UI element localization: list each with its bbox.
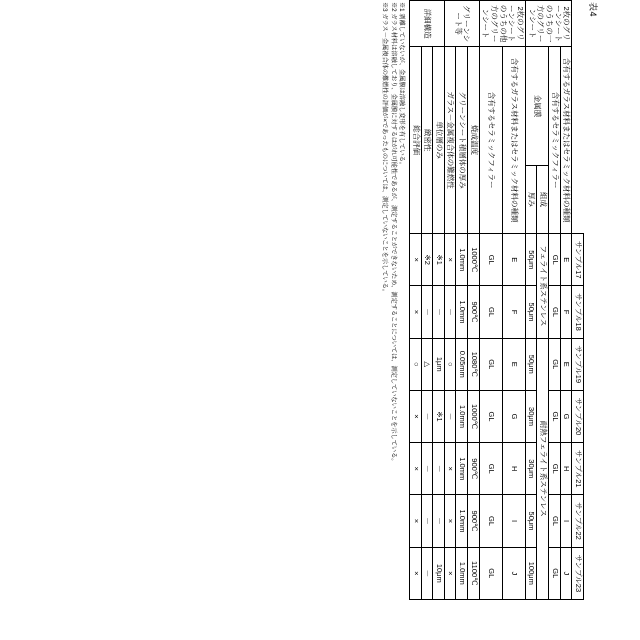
column-header: サンプル21 [572, 443, 584, 495]
footnote: ※3 ガラス－金属複合体の難燃性の評価が×であったものについては、測定していないことを示している。 [381, 2, 389, 296]
cell: GL [549, 495, 561, 547]
cell: × [410, 443, 422, 495]
cell: 1μm [433, 338, 445, 390]
row-label: 含有するセラミックフィラー [549, 47, 561, 234]
cell: － [433, 495, 445, 547]
row-label: 含有するセラミックフィラー [479, 47, 502, 234]
row-label: 含有するガラス材料またはセラミック材料の種類 [560, 47, 572, 234]
cell: 50μm [525, 338, 537, 390]
cell: 1000℃ [468, 390, 480, 442]
cell: 50μm [525, 495, 537, 547]
cell: 50μm [525, 286, 537, 338]
cell: × [410, 286, 422, 338]
cell: GL [549, 443, 561, 495]
cell: 1.0mm [456, 390, 468, 442]
header-spacer-2 [572, 47, 584, 166]
cell: － [444, 390, 456, 442]
row-group-label: 2枚のグリーンシートのうちの他方のグリーンシート [479, 1, 525, 47]
cell: F [560, 286, 572, 338]
cell: ○ [410, 338, 422, 390]
cell: － [421, 495, 433, 547]
row-sublabel: 組成 [537, 165, 549, 233]
row-label: 総合評価 [410, 47, 422, 234]
column-header: サンプル20 [572, 390, 584, 442]
cell: × [410, 547, 422, 599]
cell: × [444, 234, 456, 286]
cell: 1.0mm [456, 495, 468, 547]
cell-merged: 耐熱フェライト系ステンレス [537, 338, 549, 599]
column-header: サンプル19 [572, 338, 584, 390]
footnote: ※1 剥離していないが、金属膜は溶融し変形を有している。 [398, 2, 405, 169]
header-spacer-4 [572, 199, 584, 233]
cell: － [433, 286, 445, 338]
table-row [549, 1, 561, 600]
cell: 1100℃ [468, 547, 480, 599]
table-row [456, 1, 468, 600]
table-row [421, 1, 433, 600]
cell: 1.0mm [456, 547, 468, 599]
row-label: 緻密性 [421, 47, 433, 234]
row-label: 焼成温度 [468, 47, 480, 234]
cell: × [410, 390, 422, 442]
row-label: 含有するガラス材料またはセラミック材料の種類 [502, 47, 525, 234]
cell: E [502, 234, 525, 286]
footnotes [380, 2, 405, 600]
cell: E [560, 234, 572, 286]
table-row [560, 1, 572, 600]
table-caption: 表4 [588, 2, 598, 18]
cell: 1.0mm [456, 286, 468, 338]
cell: － [421, 286, 433, 338]
cell: 10μm [433, 547, 445, 599]
cell: I [502, 495, 525, 547]
header-spacer-1 [572, 1, 584, 47]
cell: 900℃ [468, 443, 480, 495]
cell: 100μm [525, 547, 537, 599]
cell: － [421, 547, 433, 599]
cell: ※1 [433, 234, 445, 286]
table-row [479, 1, 502, 600]
table-canvas [40, 0, 600, 600]
row-group-label: グリーンシート等 [444, 1, 479, 47]
column-header: サンプル23 [572, 547, 584, 599]
row-label: グリーンシート積層体の厚み [456, 47, 468, 234]
cell: ※2 [421, 234, 433, 286]
cell: 900℃ [468, 495, 480, 547]
footnote: ※2 ガラス材料は溶融しており、金属膜に対するはがれ可能性であるが、測定することができないため、測定することについては、測定していないことを示している。 [389, 2, 397, 465]
cell: E [502, 338, 525, 390]
table-row [444, 1, 456, 600]
cell-merged: フェライト系ステンレス [537, 234, 549, 339]
cell: GL [549, 390, 561, 442]
cell: G [502, 390, 525, 442]
cell: 0.05mm [456, 338, 468, 390]
cell: GL [549, 234, 561, 286]
cell: × [410, 234, 422, 286]
data-table [409, 0, 584, 600]
cell: J [502, 547, 525, 599]
row-label: 金属膜 [525, 47, 548, 166]
cell: J [560, 547, 572, 599]
cell: 30μm [525, 390, 537, 442]
cell: 1000℃ [468, 234, 480, 286]
cell: 50μm [525, 234, 537, 286]
cell: GL [479, 286, 502, 338]
column-header: サンプル18 [572, 286, 584, 338]
row-label: ガラス－金属複合体の難燃性 [444, 47, 456, 234]
column-header: サンプル22 [572, 495, 584, 547]
row-group-label: 2枚のグリーンシートのうちの一方のグリーンシート [525, 1, 572, 47]
table-row [433, 1, 445, 600]
cell: H [560, 443, 572, 495]
row-sublabel: 厚み [525, 165, 537, 233]
column-header: サンプル17 [572, 234, 584, 286]
table-row [410, 1, 422, 600]
cell: I [560, 495, 572, 547]
cell: － [421, 390, 433, 442]
row-group-label: 詳細構造 [410, 1, 445, 47]
cell: G [560, 390, 572, 442]
cell: GL [549, 547, 561, 599]
cell: E [560, 338, 572, 390]
cell: ※1 [433, 390, 445, 442]
table-header-row [572, 1, 584, 600]
cell: 1.0mm [456, 443, 468, 495]
cell: － [433, 443, 445, 495]
row-label: 単位層のみ [433, 47, 445, 234]
cell: ○ [444, 338, 456, 390]
cell: 1.0mm [456, 234, 468, 286]
cell: × [444, 443, 456, 495]
cell: 1080℃ [468, 338, 480, 390]
cell: GL [479, 495, 502, 547]
cell: 30μm [525, 443, 537, 495]
cell: H [502, 443, 525, 495]
cell: GL [549, 338, 561, 390]
cell: △ [421, 338, 433, 390]
table-row [468, 1, 480, 600]
cell: 900℃ [468, 286, 480, 338]
cell: × [444, 547, 456, 599]
cell: F [502, 286, 525, 338]
cell: GL [479, 234, 502, 286]
cell: GL [479, 443, 502, 495]
cell: GL [549, 286, 561, 338]
header-spacer-3 [572, 165, 584, 199]
table-row [537, 1, 549, 600]
cell: × [410, 495, 422, 547]
cell: － [421, 443, 433, 495]
cell: － [444, 286, 456, 338]
cell: GL [479, 338, 502, 390]
cell: × [444, 495, 456, 547]
cell: GL [479, 547, 502, 599]
table-row [502, 1, 525, 600]
cell: GL [479, 390, 502, 442]
